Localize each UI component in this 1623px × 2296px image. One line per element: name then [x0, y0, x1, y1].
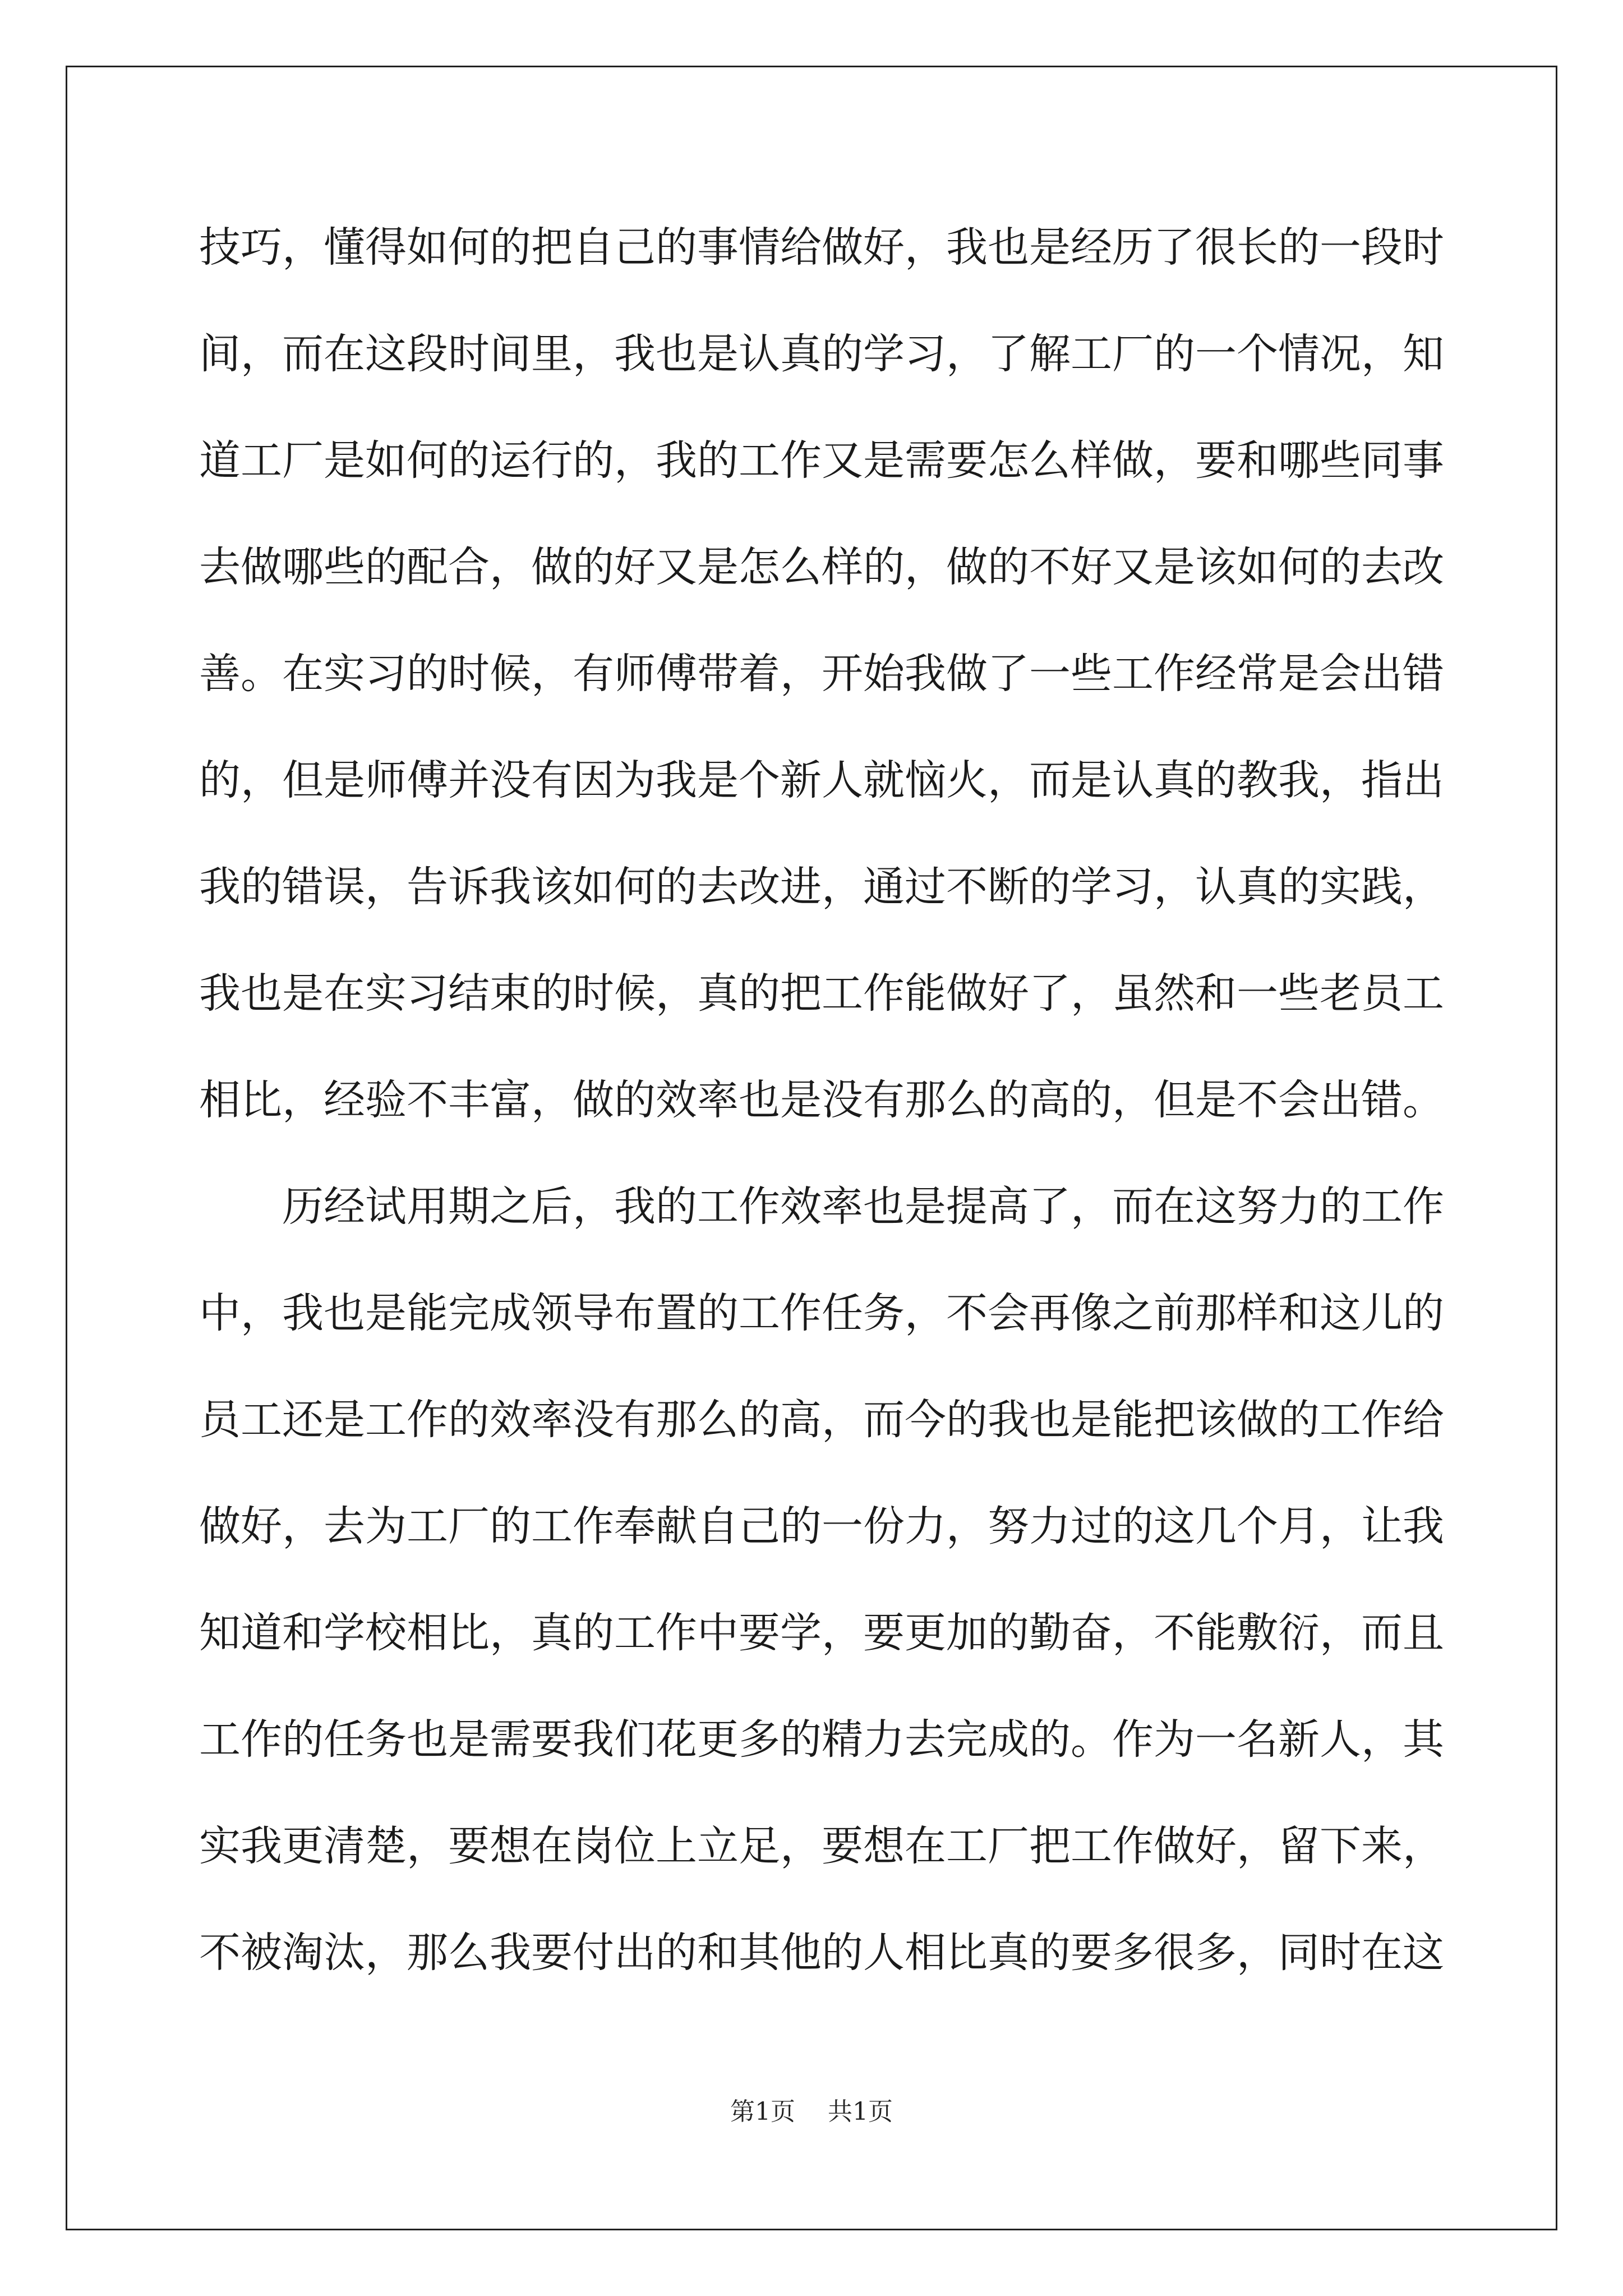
document-body	[199, 216, 1444, 2028]
text-line: 实我更清楚，要想在岗位上立足，要想在工厂把工作做好，留下来，	[199, 1822, 1444, 1870]
page-total: 共1页	[828, 2097, 893, 2126]
text-line: 的，但是师傅并没有因为我是个新人就恼火，而是认真的教我，指出	[199, 756, 1444, 804]
text-line: 相比，经验不丰富，做的效率也是没有那么的高的，但是不会出错。	[199, 1076, 1444, 1124]
text-line: 工作的任务也是需要我们花更多的精力去完成的。作为一名新人，其	[199, 1715, 1444, 1764]
text-line: 不被淘汰，那么我要付出的和其他的人相比真的要多很多，同时在这	[199, 1929, 1444, 1977]
text-line: 员工还是工作的效率没有那么的高，而今的我也是能把该做的工作给	[199, 1396, 1444, 1444]
page-number: 第1页	[730, 2097, 795, 2126]
text-line: 中，我也是能完成领导布置的工作任务，不会再像之前那样和这儿的	[199, 1289, 1444, 1337]
text-line: 做好，去为工厂的工作奉献自己的一份力，努力过的这几个月，让我	[199, 1502, 1444, 1550]
text-line: 技巧，懂得如何的把自己的事情给做好，我也是经历了很长的一段时	[199, 223, 1444, 272]
text-line: 善。在实习的时候，有师傅带着，开始我做了一些工作经常是会出错	[199, 650, 1444, 698]
text-line: 去做哪些的配合，做的好又是怎么样的，做的不好又是该如何的去改	[199, 543, 1444, 591]
text-line: 道工厂是如何的运行的，我的工作又是需要怎么样做，要和哪些同事	[199, 436, 1444, 485]
text-line: 知道和学校相比，真的工作中要学，要更加的勤奋，不能敷衍，而且	[199, 1609, 1444, 1657]
text-line: 间，而在这段时间里，我也是认真的学习，了解工厂的一个情况，知	[199, 330, 1444, 378]
page-footer	[0, 2096, 1623, 2128]
text-line-indented: 历经试用期之后，我的工作效率也是提高了，而在这努力的工作	[282, 1182, 1444, 1231]
text-line: 我的错误，告诉我该如何的去改进，通过不断的学习，认真的实践，	[199, 863, 1444, 911]
text-line: 我也是在实习结束的时候，真的把工作能做好了，虽然和一些老员工	[199, 969, 1444, 1018]
